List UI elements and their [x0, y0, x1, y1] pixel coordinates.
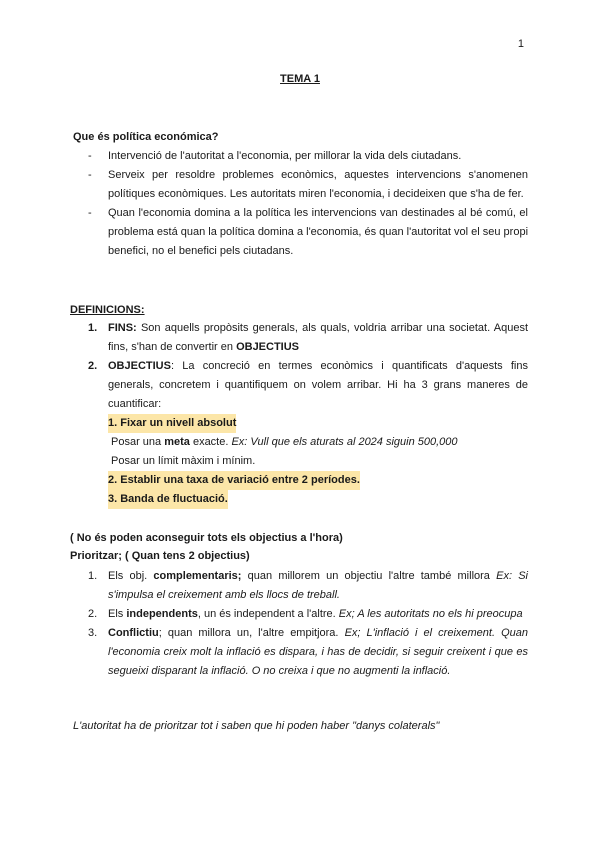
list-item: [88, 204, 528, 261]
question-list: [88, 147, 528, 261]
method-highlight: 1. Fixar un nivell absolut: [108, 414, 236, 433]
item-text: ; quan millora un, l'altre empitjora.: [158, 627, 345, 639]
method-highlight: 3. Banda de fluctuació.: [108, 490, 228, 509]
term-objectius: OBJECTIUS: [108, 360, 171, 372]
example-text: Ex: Vull que els aturats al 2024 siguin 500,000: [231, 436, 458, 448]
list-item-text: Serveix per resoldre problemes econòmics, aquestes intervencions s'anomenen polítiques econòmiques. Les autoritats miren l'economia, i decideixen que s'ha de fer.: [108, 169, 528, 200]
note-text: ( No és poden aconseguir tots els objectius a l'hora): [70, 532, 343, 544]
item-text: quan millorem un objectiu l'altre també millora: [241, 570, 497, 582]
definition-fins: [88, 319, 528, 357]
dash-bullet: -: [88, 150, 92, 162]
item-number: 2.: [88, 608, 98, 620]
definitions-list: [88, 319, 528, 509]
prioritize-list: [88, 567, 528, 681]
term-fins: FINS:: [108, 322, 137, 334]
item-text: Els obj.: [108, 570, 154, 582]
item-text: Els: [108, 608, 127, 620]
item-text: , un és independent a l'altre.: [197, 608, 339, 620]
question-heading: Que és política económica?: [73, 131, 219, 143]
page-number: 1: [517, 38, 524, 50]
method-detail: Posar un límit màxim i mínim.: [111, 455, 256, 467]
definitions-heading: DEFINICIONS:: [70, 304, 145, 316]
page-title: TEMA 1: [280, 73, 320, 85]
conclusion-text: L'autoritat ha de prioritzar tot i saben que hi poden haber "danys colaterals": [73, 720, 440, 732]
list-item-text: Quan l'economia domina a la política les intervencions van destinades al bé comú, el problema está quan la política domina a l'economia, és quan l'autoritat vol el seu propi benefici, no el benefici pels ciutadans.: [108, 207, 529, 257]
method-highlight: 2. Establir una taxa de variació entre 2 períodes.: [108, 471, 360, 490]
item-number: 3.: [88, 627, 98, 639]
list-item: [88, 567, 528, 605]
example-text: Ex; L'inflació i el creixement. Quan l'economia creix molt la inflació es dispara, i has de decidir, si seguir creixent i que es segueixi disparant la inflació. O no creixa i que no augmenti la inflació.: [108, 627, 528, 677]
method-detail-text: Posar una: [111, 436, 165, 448]
term-objectius-ref: OBJECTIUS: [236, 341, 300, 353]
prioritize-heading: Prioritzar; ( Quan tens 2 objectius): [70, 550, 250, 562]
list-item: [88, 147, 528, 166]
dash-bullet: -: [88, 169, 92, 181]
definition-text: : La concreció en termes econòmics i quantificats d'aquests fins generals, concretem i quantifiquem on volem arribar. Hi ha 3 grans maneres de cuantificar:: [108, 360, 528, 410]
definition-objectius: [88, 357, 528, 509]
item-term: complementaris;: [153, 570, 242, 582]
definition-text: Son aquells propòsits generals, als quals, voldria arribar una societat. Aquest fins, s'han de convertir en: [108, 322, 528, 353]
list-item-text: Intervenció de l'autoritat a l'economia, per millorar la vida dels ciutadans.: [108, 150, 462, 162]
example-text: Ex: Si s'impulsa el creixement amb els llocs de treball.: [108, 570, 528, 601]
list-item: [88, 605, 528, 624]
item-term: independents: [126, 608, 198, 620]
item-number: 1.: [88, 570, 98, 582]
example-text: Ex; A les autoritats no els hi preocupa: [338, 608, 523, 620]
meta-term: meta: [164, 436, 190, 448]
list-item: [88, 624, 528, 681]
item-number: 2.: [88, 360, 98, 372]
method-detail-text: exacte.: [189, 436, 232, 448]
dash-bullet: -: [88, 207, 92, 219]
item-term: Conflictiu: [108, 627, 159, 639]
item-number: 1.: [88, 322, 98, 334]
method-detail: [108, 433, 528, 452]
list-item: [88, 166, 528, 204]
